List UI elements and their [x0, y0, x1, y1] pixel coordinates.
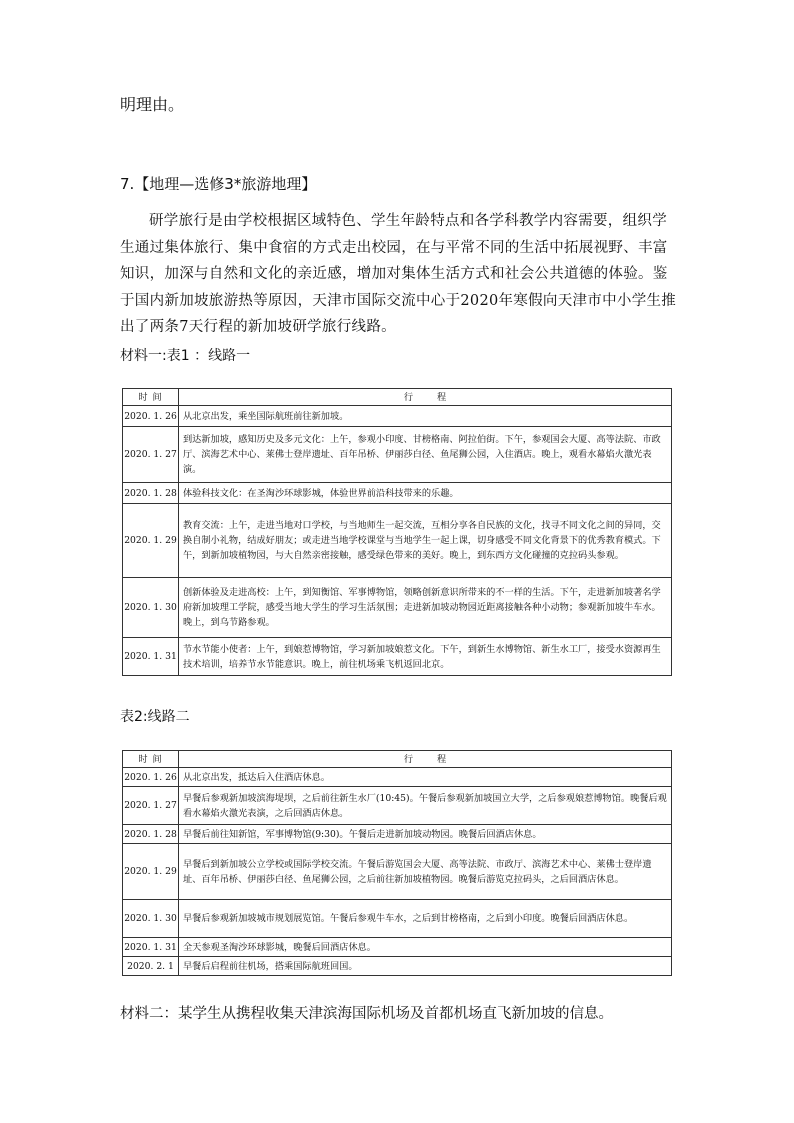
- row-date: 2020. 1. 29: [123, 844, 179, 900]
- row-date: 2020. 1. 26: [123, 406, 179, 427]
- row-text: 节水节能小使者：上午，到娘惹博物馆，学习新加坡娘惹文化。下午，到新生水博物馆、新生水工厂，接受水资源再生技术培训，培养节水节能意识。晚上，前往机场乘飞机返回北京。: [179, 638, 672, 676]
- question-paragraph: 研学旅行是由学校根据区域特色、学生年龄特点和各学科教学内容需要，组织学生通过集体旅行、集中食宿的方式走出校园，在与平常不同的生活中拓展视野、丰富知识，加深与自然和文化的亲近感，增加对集体生活方式和社会公共道德的体验。鉴于国内新加坡旅游热等原因，天津市国际交流中心于2020年寒假向天津市中小学生推出了两条7天行程的新加坡研学旅行线路。: [120, 213, 677, 335]
- row-date: 2020. 1. 28: [123, 483, 179, 504]
- itinerary-table-2: [122, 750, 672, 976]
- header-itinerary: 行程: [179, 389, 672, 406]
- row-date: 2020. 1. 27: [123, 427, 179, 483]
- header-time: 时 间: [123, 751, 179, 768]
- row-date: 2020. 1. 31: [123, 638, 179, 676]
- table-row: [123, 957, 672, 976]
- row-text: 早餐后参观新加坡城市规划展览馆。午餐后参观牛车水，之后到甘榜格南，之后到小印度。晚餐后回酒店休息。: [179, 900, 672, 938]
- row-text: 早餐后启程前往机场，搭乘国际航班回国。: [179, 957, 672, 976]
- material3-text: 材料二：某学生从携程收集天津滨海国际机场及首都机场直飞新加坡的信息。: [120, 1006, 613, 1022]
- table-row: [123, 638, 672, 676]
- table-row: [123, 900, 672, 938]
- row-text: 全天参观圣淘沙环球影城，晚餐后回酒店休息。: [179, 938, 672, 957]
- row-date: 2020. 1. 26: [123, 768, 179, 787]
- table-header-row: [123, 751, 672, 768]
- table-row: [123, 504, 672, 578]
- row-text: 从北京出发，乘坐国际航班前往新加坡。: [179, 406, 672, 427]
- header-itinerary: 行程: [179, 751, 672, 768]
- row-text: 早餐后到新加坡公立学校或国际学校交流。午餐后游览国会大厦、高等法院、市政厅、滨海艺术中心、莱佛士登岸遗址、百年吊桥、伊丽莎白径、鱼尾狮公园，之后前往新加坡植物园。晚餐后游览克拉码头，之后回酒店休息。: [179, 844, 672, 900]
- row-text: 从北京出发，抵达后入住酒店休息。: [179, 768, 672, 787]
- itinerary-table-1: [122, 388, 672, 676]
- table-row: [123, 427, 672, 483]
- table-header-row: [123, 389, 672, 406]
- row-text: 早餐后参观新加坡滨海堤坝，之后前往新生水厂(10:45)。午餐后参观新加坡国立大学，之后参观娘惹博物馆。晚餐后观看水幕焰火激光表演，之后回酒店休息。: [179, 787, 672, 825]
- table-row: [123, 578, 672, 638]
- row-date: 2020. 1. 31: [123, 938, 179, 957]
- header-time: 时 间: [123, 389, 179, 406]
- question-title: 7.【地理—选修3*旅游地理】: [120, 175, 317, 193]
- material2-label: 表2:线路二: [120, 709, 190, 725]
- table-row: [123, 768, 672, 787]
- table-row: [123, 938, 672, 957]
- table-row: [123, 406, 672, 427]
- row-date: 2020. 2. 1: [123, 957, 179, 976]
- row-date: 2020. 1. 30: [123, 578, 179, 638]
- table-row: [123, 483, 672, 504]
- lead-text: 明理由。: [120, 95, 185, 114]
- row-date: 2020. 1. 28: [123, 825, 179, 844]
- row-date: 2020. 1. 30: [123, 900, 179, 938]
- material1-label: 材料一:表1 ：线路一: [120, 348, 251, 364]
- table-row: [123, 787, 672, 825]
- row-date: 2020. 1. 27: [123, 787, 179, 825]
- row-text: 到达新加坡，感知历史及多元文化：上午，参观小印度、甘榜格南、阿拉伯街。下午，参观国会大厦、高等法院、市政厅、滨海艺术中心、莱佛士登岸遗址、百年吊桥、伊丽莎白径、鱼尾狮公园，入住酒店。晚上，观看水幕焰火激光表演。: [179, 427, 672, 483]
- row-date: 2020. 1. 29: [123, 504, 179, 578]
- row-text: 教育交流：上午，走进当地对口学校，与当地师生一起交流，互相分享各自民族的文化，找寻不同文化之间的异同，交换自制小礼物，结成好朋友；或走进当地学校课堂与当地学生一起上课，切身感受不同文化背景下的优秀教育模式。下午，到新加坡植物园，与大自然亲密接触，感受绿色带来的美好。晚上，到东西方文化碰撞的克拉码头参观。: [179, 504, 672, 578]
- row-text: 体验科技文化：在圣淘沙环球影城，体验世界前沿科技带来的乐趣。: [179, 483, 672, 504]
- row-text: 创新体验及走进高校：上午，到知衡馆、军事博物馆，领略创新意识所带来的不一样的生活。下午，走进新加坡著名学府新加坡理工学院，感受当地大学生的学习生活氛围；走进新加坡动物园近距离接触各种小动物；参观新加坡牛车水。晚上，到乌节路参观。: [179, 578, 672, 638]
- table-row: [123, 825, 672, 844]
- table-row: [123, 844, 672, 900]
- row-text: 早餐后前往知新馆，军事博物馆(9:30)。午餐后走进新加坡动物园。晚餐后回酒店休息。: [179, 825, 672, 844]
